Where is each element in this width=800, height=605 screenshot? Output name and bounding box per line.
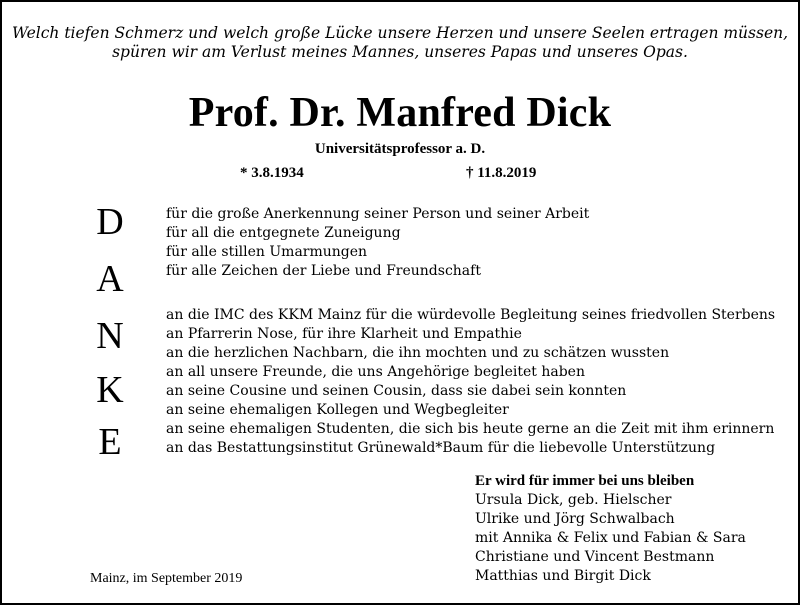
thanks-person-line: an die herzlichen Nachbarn, die ihn mochten und zu schätzen wussten (166, 345, 670, 361)
danke-letter: A (96, 258, 124, 300)
thanks-person-line: an das Bestattungsinstitut Grünewald*Baum für die liebevolle Unterstützung (166, 440, 716, 456)
deceased-title: Universitätsprofessor a. D. (314, 141, 486, 157)
signature-name: Matthias und Birgit Dick (475, 568, 651, 584)
signature-name: Ulrike und Jörg Schwalbach (475, 511, 675, 527)
danke-letter: N (96, 315, 124, 357)
thanks-line: für alle stillen Umarmungen (166, 244, 368, 260)
thanks-person-line: an seine ehemaligen Studenten, die sich bis heute gerne an die Zeit mit ihm erinnern (166, 421, 775, 437)
signature-name: Christiane und Vincent Bestmann (475, 549, 715, 565)
thanks-person-line: an seine Cousine und seinen Cousin, dass sie dabei sein konnten (166, 383, 627, 399)
thanks-person-line: an seine ehemaligen Kollegen und Wegbegleiter (166, 402, 509, 418)
signature-name: mit Annika & Felix und Fabian & Sara (475, 530, 746, 546)
danke-letter: K (96, 369, 124, 411)
deceased-name: Prof. Dr. Manfred Dick (188, 90, 612, 136)
thanks-person-line: an Pfarrerin Nose, für ihre Klarheit und Empathie (166, 326, 522, 342)
birth-date: * 3.8.1934 (240, 165, 304, 181)
intro-line-2: spüren wir am Verlust meines Mannes, unseres Papas und unseres Opas. (112, 43, 688, 61)
thanks-line: für alle Zeichen der Liebe und Freundschaft (166, 263, 481, 279)
danke-letter: D (96, 201, 124, 243)
thanks-person-line: an die IMC des KKM Mainz für die würdevolle Begleitung seines friedvollen Sterbens (166, 307, 776, 323)
intro-line-1: Welch tiefen Schmerz und welch große Lücke unsere Herzen und unsere Seelen ertragen müssen, (11, 24, 789, 42)
danke-letter: E (98, 421, 122, 463)
death-date: † 11.8.2019 (466, 165, 537, 181)
thanks-line: für all die entgegnete Zuneigung (166, 225, 401, 241)
signature-heading: Er wird für immer bei uns bleiben (475, 473, 695, 489)
signature-name: Ursula Dick, geb. Hielscher (475, 492, 672, 508)
thanks-line: für die große Anerkennung seiner Person und seiner Arbeit (166, 206, 590, 222)
thanks-person-line: an all unsere Freunde, die uns Angehörige begleitet haben (166, 364, 585, 380)
place-and-date: Mainz, im September 2019 (90, 571, 243, 586)
